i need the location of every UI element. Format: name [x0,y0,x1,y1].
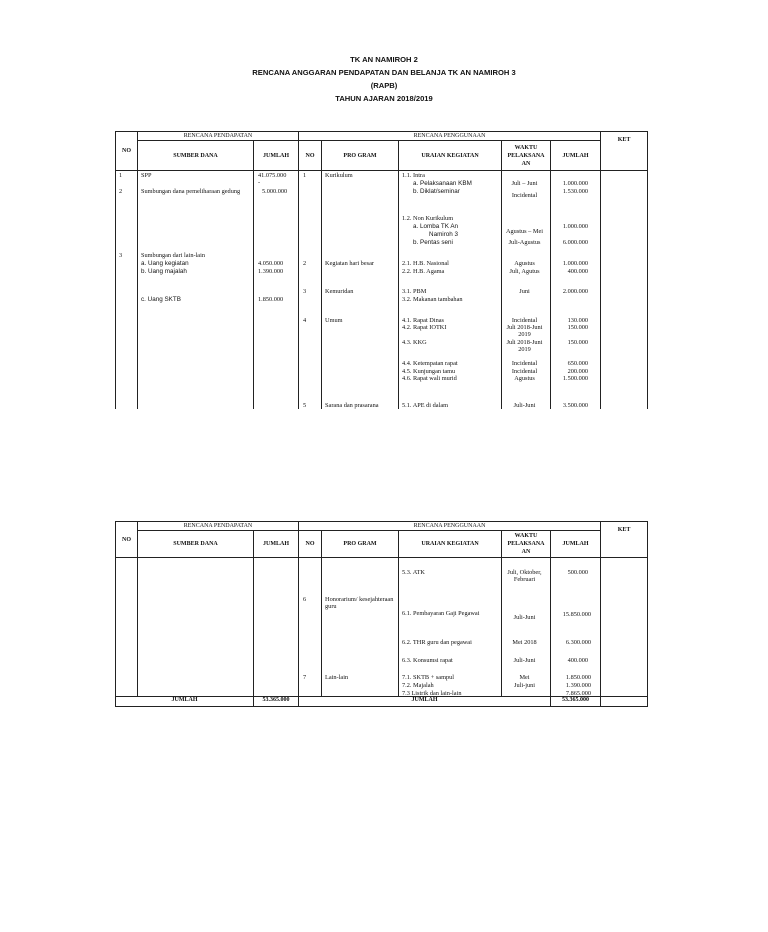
program-name: Honorarium/ kesejahteraan guru [325,596,394,610]
income-source-cell [138,171,254,409]
col-rencana-pendapatan: RENCANA PENDAPATAN [138,132,299,141]
activity-desc: 4.1. Rapat Dinas [402,317,444,324]
expense-amount-cell [551,558,601,697]
activity-desc: b. Diklat/seminar [413,188,460,195]
document-abbreviation: (RAPB) [370,81,398,90]
activity-time: Juli-juni [514,682,536,689]
col-waktu-pelaksanaan: WAKTU PELAKSANA AN [502,141,551,171]
activity-time: Agustus – Mei [505,228,544,235]
program-name: Kurikulum [325,172,353,179]
col-no-penggunaan: NO [299,531,322,558]
income-amount: 5.000.000 [262,188,288,195]
activity-desc: 4.2. Rapat IOTKI [402,324,447,331]
income-amount: 41.075.000 [258,172,287,179]
activity-desc: 3.2. Makanan tambahan [402,296,463,303]
income-no: 2 [119,188,123,195]
total-label-expense: JUMLAH [299,697,551,707]
income-source: a. Uang kegiatan [141,260,189,267]
program-no: 4 [303,317,307,324]
activity-amount: 150.000 [567,339,589,346]
income-amount-cell [254,171,299,409]
activity-time: Juli, Agutus [509,268,540,275]
activity-amount: 200.000 [567,368,589,375]
col-rencana-penggunaan: RENCANA PENGGUNAAN [299,132,601,141]
col-sumber-dana: SUMBER DANA [138,531,254,558]
activity-time: Juli 2018-Juni [506,339,543,346]
col-rencana-penggunaan: RENCANA PENGGUNAAN [299,522,601,531]
activity-time: Juli-Agustus [508,239,541,246]
activity-desc: 4.6. Rapat wali murid [402,375,457,382]
activity-desc: 5.1. APE di dalam [402,402,449,409]
activity-time: Mei [519,674,530,681]
activity-time: Juli-Juni [513,402,536,409]
program-name: Kemuridan [325,288,354,295]
program-no-cell [299,171,322,409]
activity-desc: 1.1. Intra [402,172,425,179]
col-no-penggunaan: NO [299,141,322,171]
activity-desc: 4.3. KKG [402,339,427,346]
activity-amount: 7.865.000 [565,690,592,697]
activity-time: Juli 2018-Juni [506,324,543,331]
program-no: 3 [303,288,307,295]
activity-time: Agustus [514,375,535,382]
budget-table-page-2 [115,521,648,707]
budget-table-page-1 [115,131,648,409]
activity-amount: 1.000.000 [562,260,589,267]
income-source-cell [138,558,254,697]
col-waktu-pelaksanaan: WAKTU PELAKSANA AN [502,531,551,558]
activity-amount: 500.000 [567,569,589,576]
total-label-income: JUMLAH [116,697,254,707]
program-name: Umum [325,317,343,324]
activity-time: Juli, Oktober, Februari [507,569,542,583]
activity-amount: 1.850.000 [565,674,592,681]
activity-amount: 15.850.000 [562,611,592,618]
activity-time: Mei 2018 [512,639,537,646]
activity-desc: b. Pentas seni [413,239,453,246]
col-jumlah-pendapatan: JUMLAH [254,141,299,171]
income-source: b. Uang majalah [141,268,187,275]
income-amount-cell [254,558,299,697]
activity-desc: 7.3 Listrik dan lain-lain [402,690,462,697]
total-value-income: 53.365.000 [254,697,299,707]
col-uraian-kegiatan: URAIAN KEGIATAN [399,141,502,171]
remarks-cell [601,171,648,409]
col-program: PRO GRAM [322,531,399,558]
activity-amount: 2.000.000 [562,288,589,295]
col-no: NO [116,522,138,558]
school-name: TK AN NAMIROH 2 [350,55,418,64]
income-source: SPP [141,172,152,179]
activity-time: Agustus [514,260,535,267]
activity-amount: 130.000 [567,317,589,324]
activity-time: Incidental [511,192,538,199]
income-dash: - [258,179,261,186]
income-no-cell [116,171,138,409]
activity-desc: a. Pelaksanaan KBM [413,180,472,187]
activity-amount: 1.500.000 [562,375,589,382]
program-no: 7 [303,674,307,681]
income-source: c. Uang SKTB [141,296,181,303]
col-jumlah-penggunaan: JUMLAH [551,531,601,558]
program-name-cell [322,558,399,697]
activity-desc: 6.2. THR guru dan pegawai [402,639,472,646]
activity-desc: 6.3. Konsumsi rapat [402,657,453,664]
activity-amount: 150.000 [567,324,589,331]
program-name-cell [322,171,399,409]
activity-desc: 4.4. Ketempatan rapat [402,360,458,367]
activity-desc: Namiroh 3 [429,231,459,238]
expense-amount-cell [551,171,601,409]
col-sumber-dana: SUMBER DANA [138,141,254,171]
program-name: Sarana dan prasarana [325,402,379,409]
activity-time: Incidental [511,368,538,375]
activity-desc: a. Lomba TK An [413,223,459,230]
activity-amount: 1.390.000 [565,682,592,689]
activity-time: Juli-Juni [513,614,536,621]
program-no: 1 [303,172,307,179]
activity-amount: 400.000 [567,268,589,275]
activity-cell [399,171,502,409]
income-source: Sumbungan dana pemeliharaan gedung [141,188,241,195]
activity-desc: 7.2. Majalah [402,682,434,689]
col-no: NO [116,132,138,171]
activity-time: Incidental [511,360,538,367]
activity-amount: 650.000 [567,360,589,367]
activity-time: Juli-Juni [513,657,536,664]
activity-amount: 1.000.000 [562,223,589,230]
income-amount: 4.050.000 [258,260,284,267]
remarks-cell [601,558,648,697]
program-no: 5 [303,402,307,409]
activity-amount: 6.000.000 [562,239,589,246]
activity-desc: 1.2. Non Kurikulum [402,215,454,222]
activity-amount: 3.500.000 [562,402,589,409]
program-name: Lain-lain [325,674,349,681]
activity-desc: 4.5. Kunjungan tamu [402,368,456,375]
activity-desc: 3.1. PBM [402,288,427,295]
col-jumlah-penggunaan: JUMLAH [551,141,601,171]
program-name: Kegiatan hari besar [325,260,374,267]
academic-year: TAHUN AJARAN 2018/2019 [335,94,433,103]
activity-desc: 6.1. Pembayaran Gaji Pegawai [402,610,480,617]
activity-desc: 2.2. H.B. Agama [402,268,445,275]
activity-time: Juni [519,288,530,295]
program-no: 2 [303,260,307,267]
program-no: 6 [303,596,307,603]
income-source: Sumbungan dari lain-lain [141,252,206,259]
col-rencana-pendapatan: RENCANA PENDAPATAN [138,522,299,531]
schedule-cell [502,558,551,697]
income-no-cell [116,558,138,697]
activity-desc: 5.3. ATK [402,569,425,576]
document-title: RENCANA ANGGARAN PENDAPATAN DAN BELANJA TK AN NAMIROH 3 [252,68,516,77]
col-uraian-kegiatan: URAIAN KEGIATAN [399,531,502,558]
col-program: PRO GRAM [322,141,399,171]
activity-time: 2019 [518,331,531,338]
activity-desc: 2.1. H.B. Nasional [402,260,449,267]
total-remarks [601,697,648,707]
col-ket: KET [601,522,648,558]
income-amount: 1.850.000 [258,296,284,303]
total-value-expense: 53.365.000 [551,697,601,707]
col-jumlah-pendapatan: JUMLAH [254,531,299,558]
activity-amount: 1.530.000 [562,188,589,195]
col-ket: KET [601,132,648,171]
activity-cell [399,558,502,697]
activity-time: 2019 [518,346,531,353]
activity-amount: 1.000.000 [562,180,589,187]
income-no: 1 [119,172,123,179]
activity-desc: 7.1. SKTB + sampul [402,674,455,681]
income-no: 3 [119,252,123,259]
activity-time: Juli – Juni [511,180,538,187]
program-no-cell [299,558,322,697]
activity-time: Incidental [511,317,538,324]
income-amount: 1.390.000 [258,268,284,275]
schedule-cell [502,171,551,409]
activity-amount: 400.000 [567,657,589,664]
activity-amount: 6.300.000 [565,639,592,646]
